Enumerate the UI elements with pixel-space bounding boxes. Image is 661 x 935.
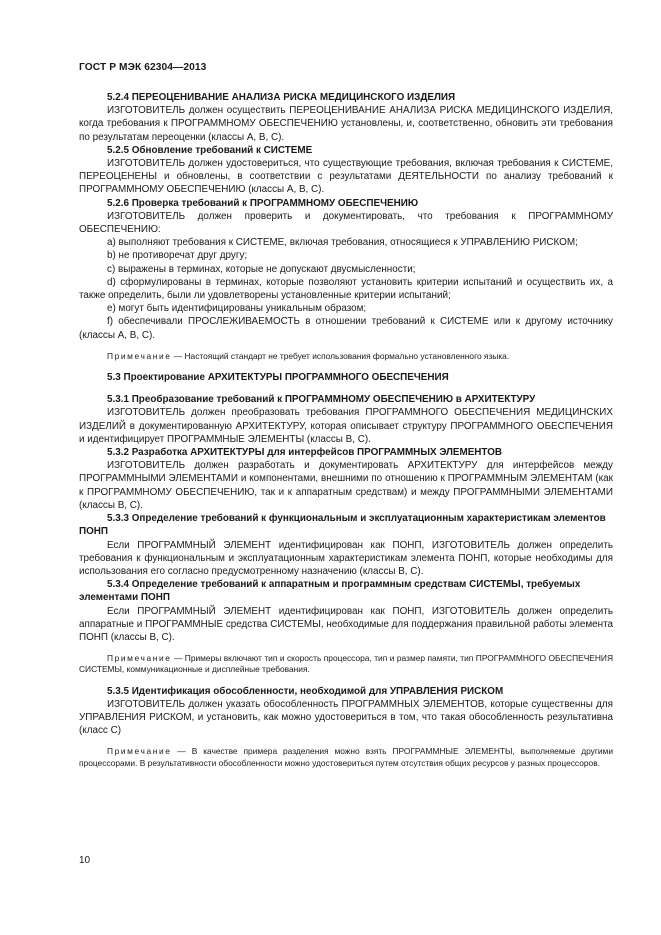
section-heading-5-2-4: 5.2.4 ПЕРЕОЦЕНИВАНИЕ АНАЛИЗА РИСКА МЕДИЦИНСКОГО ИЗДЕЛИЯ — [107, 92, 456, 103]
paragraph: ИЗГОТОВИТЕЛЬ должен преобразовать требования ПРОГРАММНОГО ОБЕСПЕЧЕНИЯ МЕДИЦИНСКИХ ИЗДЕЛИЙ в документированную АРХИТЕКТУРУ, которая описывает структуру ПРОГРАММНОГО ОБЕСПЕЧЕНИЯ и идентифицирует ПРОГРАММНЫЕ ЭЛЕМЕНТЫ (классы В, С). — [79, 407, 613, 445]
list-item: d) сформулированы в терминах, которые позволяют установить критерии испытаний и осуществить их, а также определить, были ли удовлетворены установленные критерии испытаний; — [79, 276, 613, 302]
document-body — [79, 91, 613, 769]
list-item: a) выполняют требования к СИСТЕМЕ, включая требования, относящиеся к УПРАВЛЕНИЮ РИСКОМ; — [107, 237, 578, 249]
page-number: 10 — [79, 855, 91, 866]
paragraph: ИЗГОТОВИТЕЛЬ должен осуществить ПЕРЕОЦЕНИВАНИЕ АНАЛИЗА РИСКА МЕДИЦИНСКОГО ИЗДЕЛИЯ, когда требования к ПРОГРАММНОМУ ОБЕСПЕЧЕНИЮ установлены, и, соответственно, обновить эти требования по результатам переоценки (классы А, В, С). — [79, 105, 613, 143]
note — [79, 351, 613, 362]
paragraph: ИЗГОТОВИТЕЛЬ должен проверить и документировать, что требования к ПРОГРАММНОМУ ОБЕСПЕЧЕНИЮ: — [79, 210, 613, 236]
note-text: — Настоящий стандарт не требует использования формально установленного языка. — [171, 350, 510, 361]
paragraph: ИЗГОТОВИТЕЛЬ должен указать обособленность ПРОГРАММНЫХ ЭЛЕМЕНТОВ, которые существенны для УПРАВЛЕНИЯ РИСКОМ, и установить, как можно удостовериться в том, что такая обособленность результативна (класс С) — [79, 698, 613, 737]
section-heading-5-3-4: 5.3.4 Определение требований к аппаратным и программным средствам СИСТЕМЫ, требуемых элементами ПОНП — [79, 579, 581, 604]
note — [79, 746, 613, 768]
paragraph: Если ПРОГРАММНЫЙ ЭЛЕМЕНТ идентифицирован как ПОНП, ИЗГОТОВИТЕЛЬ должен определить аппаратные и ПРОГРАММНЫЕ средства СИСТЕМЫ, необходимые для поддержания правильной работы элемента ПОНП (классы В, С). — [79, 605, 613, 643]
section-heading-5-3-2: 5.3.2 Разработка АРХИТЕКТУРЫ для интерфейсов ПРОГРАММНЫХ ЭЛЕМЕНТОВ — [107, 447, 503, 459]
paragraph: ИЗГОТОВИТЕЛЬ должен разработать и документировать АРХИТЕКТУРУ для интерфейсов между ПРОГРАММНЫМИ ЭЛЕМЕНТАМИ и компонентами, внешними по отношению к ПРОГРАММНЫМ ЭЛЕМЕНТАМ (как к ПРОГРАММНОМУ ОБЕСПЕЧЕНИЮ, так и к аппаратным средствам) и между ПРОГРАММНЫМИ ЭЛЕМЕНТАМИ (классы В, С). — [79, 460, 613, 511]
section-heading-5-3-1: 5.3.1 Преобразование требований к ПРОГРАММНОМУ ОБЕСПЕЧЕНИЮ в АРХИТЕКТУРУ — [107, 394, 536, 406]
note-text: — В качестве примера разделения можно взять ПРОГРАММНЫЕ ЭЛЕМЕНТЫ, выполняемые другими процессорами. В результативности обособленности можно удостовериться путем отсутствия общих ресурсов у разных процессоров. — [79, 746, 613, 768]
section-heading-5-2-5: 5.2.5 Обновление требований к СИСТЕМЕ — [107, 144, 313, 156]
note-text: — Примеры включают тип и скорость процессора, тип и размер памяти, тип ПРОГРАММНОГО ОБЕСПЕЧЕНИЯ СИСТЕМЫ, коммуникационные и дисплейные требования. — [79, 653, 613, 675]
paragraph: Если ПРОГРАММНЫЙ ЭЛЕМЕНТ идентифицирован как ПОНП, ИЗГОТОВИТЕЛЬ должен определить требования к функциональным и эксплуатационным характеристикам элемента ПОНП, которые необходимы для использования его согласно предусмотренному назначению (классы В, С). — [79, 539, 613, 577]
section-heading-5-2-6: 5.2.6 Проверка требований к ПРОГРАММНОМУ ОБЕСПЕЧЕНИЮ — [107, 197, 419, 209]
paragraph: ИЗГОТОВИТЕЛЬ должен удостовериться, что существующие требования, включая требования к СИСТЕМЕ, ПЕРЕОЦЕНЕНЫ и обновлены, в соответствии с результатами ДЕЯТЕЛЬНОСТИ по анализу требований к ПРОГРАММНОМУ ОБЕСПЕЧЕНИЮ (классы А, В, С). — [79, 158, 613, 196]
note-label: Примечание — [107, 350, 172, 361]
note — [79, 653, 613, 675]
note-label: Примечание — [107, 653, 172, 664]
section-heading-5-3-3: 5.3.3 Определение требований к функциональным и эксплуатационным характеристикам элементов ПОНП — [79, 513, 606, 538]
list-item: c) выражены в терминах, которые не допускают двусмысленности; — [107, 263, 416, 275]
list-item: f) обеспечивали ПРОСЛЕЖИВАЕМОСТЬ в отношении требований к СИСТЕМЕ или к другому источнику (классы А, В, С). — [79, 316, 613, 341]
section-heading-5-3: 5.3 Проектирование АРХИТЕКТУРЫ ПРОГРАММНОГО ОБЕСПЕЧЕНИЯ — [107, 372, 449, 384]
list-item: b) не противоречат друг другу; — [107, 250, 248, 262]
note-label: Примечание — [107, 746, 172, 757]
document-header: ГОСТ Р МЭК 62304—2013 — [79, 62, 207, 73]
list-item: e) могут быть идентифицированы уникальным образом; — [107, 303, 367, 315]
section-heading-5-3-5: 5.3.5 Идентификация обособленности, необходимой для УПРАВЛЕНИЯ РИСКОМ — [107, 685, 504, 697]
